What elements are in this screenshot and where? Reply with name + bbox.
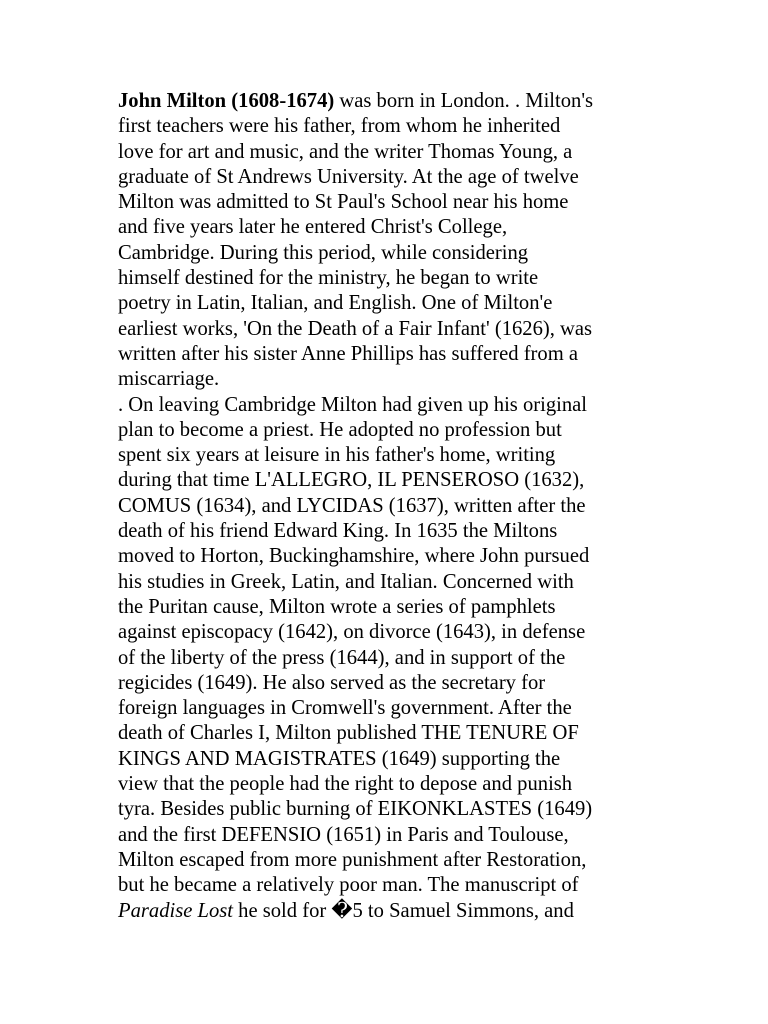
text-line	[118, 544, 658, 569]
text-segment: during that time L'ALLEGRO, IL PENSEROSO (1632),	[118, 469, 585, 492]
text-segment: Milton escaped from more punishment after Restoration,	[118, 848, 587, 871]
text-segment: against episcopacy (1642), on divorce (1643), in defense	[118, 621, 586, 644]
text-line	[118, 620, 658, 645]
paragraph	[118, 89, 658, 393]
text-line	[118, 772, 658, 797]
text-line	[118, 696, 658, 721]
text-line	[118, 342, 658, 367]
text-line	[118, 317, 658, 342]
text-line	[118, 215, 658, 240]
text-line	[118, 190, 658, 215]
text-segment: written after his sister Anne Phillips has suffered from a	[118, 342, 579, 365]
text-line	[118, 519, 658, 544]
text-segment: earliest works, 'On the Death of a Fair Infant' (1626), was	[118, 317, 593, 340]
text-segment: spent six years at leisure in his father's home, writing	[118, 444, 556, 467]
text-line	[118, 494, 658, 519]
text-segment: death of his friend Edward King. In 1635 the Miltons	[118, 520, 558, 543]
text-segment: KINGS AND MAGISTRATES (1649) supporting the	[118, 747, 561, 770]
text-segment: but he became a relatively poor man. The manuscript of	[118, 874, 579, 897]
text-line	[118, 266, 658, 291]
text-line	[118, 418, 658, 443]
text-segment: Milton was admitted to St Paul's School near his home	[118, 191, 569, 214]
text-segment: . On leaving Cambridge Milton had given up his original	[118, 393, 588, 416]
text-segment: was born in London. . Milton's	[334, 90, 594, 112]
text-segment: he sold for �5 to Samuel Simmons, and	[233, 899, 574, 922]
text-segment: Cambridge. During this period, while considering	[118, 241, 529, 264]
text-line	[118, 823, 658, 848]
text-line	[118, 873, 658, 898]
text-segment: graduate of St Andrews University. At the age of twelve	[118, 165, 579, 188]
text-segment: of the liberty of the press (1644), and in support of the	[118, 646, 566, 669]
text-segment: plan to become a priest. He adopted no profession but	[118, 418, 562, 441]
document-page	[118, 89, 658, 924]
text-line	[118, 291, 658, 316]
text-segment: the Puritan cause, Milton wrote a series of pamphlets	[118, 595, 556, 618]
text-line	[118, 443, 658, 468]
text-line	[118, 468, 658, 493]
text-line	[118, 671, 658, 696]
text-segment: foreign languages in Cromwell's government. After the	[118, 697, 572, 720]
text-segment: moved to Horton, Buckinghamshire, where John pursued	[118, 545, 590, 568]
text-segment: COMUS (1634), and LYCIDAS (1637), written after the	[118, 494, 586, 517]
text-line	[118, 721, 658, 746]
text-line	[118, 367, 658, 392]
text-line	[118, 165, 658, 190]
text-segment: first teachers were his father, from whom he inherited	[118, 115, 561, 138]
text-line	[118, 140, 658, 165]
text-line	[118, 393, 658, 418]
text-line	[118, 595, 658, 620]
text-segment: his studies in Greek, Latin, and Italian. Concerned with	[118, 570, 574, 593]
text-line	[118, 797, 658, 822]
text-segment: and five years later he entered Christ's College,	[118, 216, 508, 239]
text-line	[118, 899, 658, 924]
text-segment: view that the people had the right to depose and punish	[118, 773, 573, 796]
book-title: Paradise Lost	[118, 899, 233, 922]
author-heading: John Milton (1608-1674)	[118, 90, 335, 112]
text-segment: regicides (1649). He also served as the secretary for	[118, 671, 546, 694]
text-segment: tyra. Besides public burning of EIKONKLASTES (1649)	[118, 798, 593, 821]
text-line	[118, 747, 658, 772]
text-segment: and the first DEFENSIO (1651) in Paris and Toulouse,	[118, 823, 569, 846]
text-line	[118, 646, 658, 671]
text-segment: miscarriage.	[118, 368, 220, 391]
text-line	[118, 114, 658, 139]
text-segment: himself destined for the ministry, he began to write	[118, 267, 539, 290]
text-segment: death of Charles I, Milton published THE TENURE OF	[118, 722, 579, 745]
text-line	[118, 89, 658, 114]
text-segment: poetry in Latin, Italian, and English. One of Milton'e	[118, 292, 553, 315]
text-line	[118, 570, 658, 595]
text-line	[118, 848, 658, 873]
text-line	[118, 241, 658, 266]
text-segment: love for art and music, and the writer Thomas Young, a	[118, 140, 573, 163]
paragraph	[118, 393, 658, 924]
